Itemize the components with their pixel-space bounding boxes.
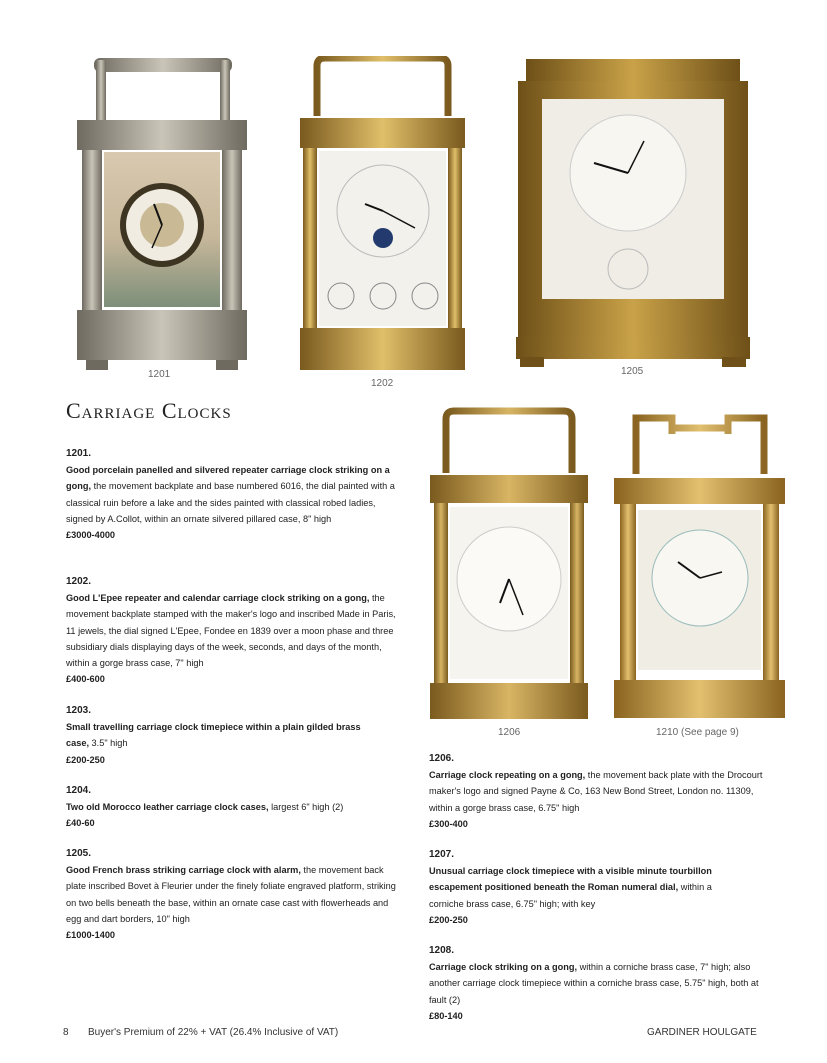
lot-number: 1206. <box>429 753 455 764</box>
lot-estimate: £3000-4000 <box>66 530 116 541</box>
clock-1206-photo <box>428 407 590 723</box>
caption-1205: 1205 <box>621 366 644 377</box>
lot-1203 <box>66 703 386 768</box>
lot-1202 <box>66 574 398 687</box>
clock-1205-photo <box>512 55 754 367</box>
lot-number: 1202. <box>66 576 92 587</box>
lot-title: Two old Morocco leather carriage clock cases, <box>66 802 269 813</box>
caption-1202: 1202 <box>371 378 394 389</box>
lot-description: largest 6" high (2) <box>268 802 344 813</box>
lot-number: 1203. <box>66 705 92 716</box>
lot-description: within a corniche brass case, 7" high; also another carriage clock timepiece within a corniche brass case, 5.75" high, both at fault (2) <box>429 962 759 1005</box>
buyers-premium-note: Buyer's Premium of 22% + VAT (26.4% Inclusive of VAT) <box>88 1027 339 1038</box>
lot-1206 <box>429 751 764 832</box>
lot-estimate: £80-140 <box>429 1010 463 1021</box>
lot-number: 1207. <box>429 849 455 860</box>
lot-title: Good porcelain panelled and silvered repeater carriage clock striking on a gong, <box>66 465 390 492</box>
lot-number: 1208. <box>429 945 455 956</box>
lot-description: the movement back plate inscribed Bovet à Fleurier under the finely foliate engraved platform, striking on two bells beneath the base, within an ornate case cast with flowerheads and egg and dart borders, 10" high <box>66 865 396 924</box>
lot-estimate: £1000-1400 <box>66 930 116 941</box>
lot-number: 1205. <box>66 848 92 859</box>
section-heading: Carriage Clocks <box>66 398 232 423</box>
lot-1205 <box>66 846 398 943</box>
lot-estimate: £200-250 <box>66 754 105 765</box>
lot-title: Unusual carriage clock timepiece with a visible minute tourbillon escapement positioned beneath the Roman numeral dial, <box>429 866 712 893</box>
page-number: 8 <box>63 1027 69 1038</box>
lot-estimate: £40-60 <box>66 818 95 829</box>
caption-1210: 1210 (See page 9) <box>656 727 739 738</box>
clock-1202-photo <box>295 56 470 374</box>
clock-1210-photo <box>612 414 787 722</box>
caption-1206: 1206 <box>498 727 521 738</box>
lot-title: Good French brass striking carriage clock with alarm, <box>66 865 301 876</box>
lot-1201 <box>66 446 398 543</box>
lot-estimate: £300-400 <box>429 818 468 829</box>
caption-1201: 1201 <box>148 369 171 380</box>
lot-1208 <box>429 943 764 1024</box>
lot-1204 <box>66 783 398 832</box>
lot-description: 3.5" high <box>89 738 128 749</box>
lot-number: 1201. <box>66 448 92 459</box>
lot-title: Good L'Epee repeater and calendar carriage clock striking on a gong, <box>66 593 370 604</box>
lot-title: Small travelling carriage clock timepiece within a plain gilded brass case, <box>66 722 361 749</box>
lot-description: the movement backplate and base numbered 6016, the dial painted with a classical ruin before a lake and the sides painted with classical robed ladies, signed by A.Collot, within an ornate silvered pillared case, 8" high <box>66 481 395 524</box>
lot-estimate: £400-600 <box>66 674 105 685</box>
lot-1207 <box>429 847 749 928</box>
lot-number: 1204. <box>66 785 92 796</box>
lot-description: the movement back plate with the Drocourt maker's logo and signed Payne & Co, 163 New Bond Street, London no. 11309, within a gorge brass case, 6.75" high <box>429 770 763 813</box>
lot-description: the movement backplate stamped with the maker's logo and inscribed Made in Paris, 11 jewels, the dial signed L'Epee, Fondee en 1839 over a moon phase and three subsidiary dials displaying days of the week, seconds, and days of the month, within a gorge brass case, 7" high <box>66 593 396 669</box>
lot-estimate: £200-250 <box>429 914 468 925</box>
lot-title: Carriage clock striking on a gong, <box>429 962 578 973</box>
lot-title: Carriage clock repeating on a gong, <box>429 770 586 781</box>
brand-name: GARDINER HOULGATE <box>647 1027 757 1038</box>
lot-description: within a corniche brass case, 6.75" high; with key <box>429 882 712 909</box>
clock-1201-photo <box>72 52 252 372</box>
